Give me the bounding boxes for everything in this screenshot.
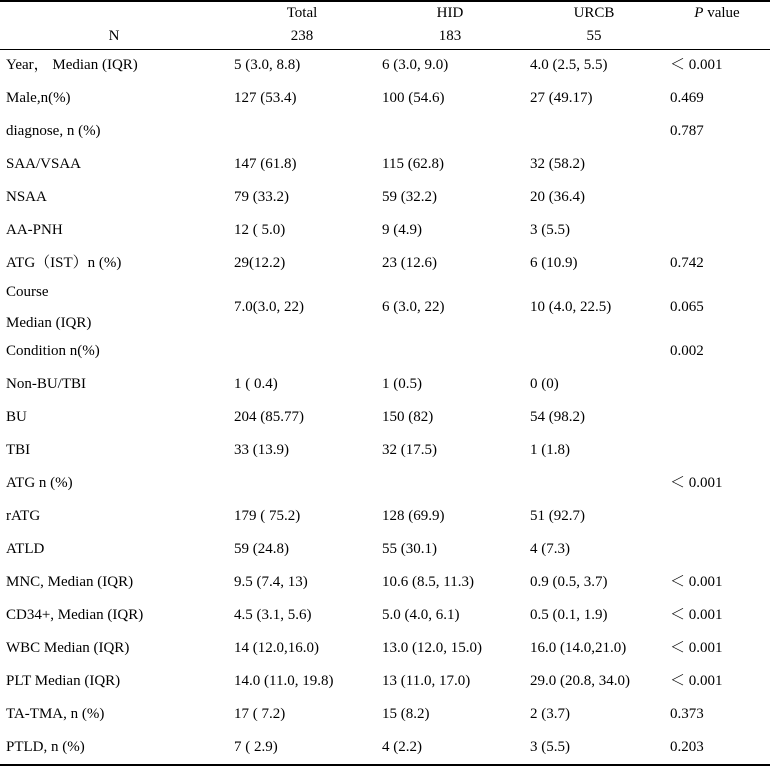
row-label: PLT Median (IQR) bbox=[6, 672, 121, 689]
table-row bbox=[0, 434, 770, 467]
row-hid: 4 (2.2) bbox=[376, 731, 524, 765]
row-pvalue: 0.065 bbox=[670, 299, 704, 316]
row-urcb: 20 (36.4) bbox=[530, 189, 585, 206]
row-hid: 13.0 (12.0, 15.0) bbox=[382, 639, 482, 656]
column-header-pvalue bbox=[664, 1, 770, 25]
row-urcb: 51 (92.7) bbox=[530, 507, 585, 524]
row-pvalue bbox=[664, 368, 770, 401]
table-row bbox=[0, 116, 770, 149]
row-urcb: 10 (4.0, 22.5) bbox=[530, 299, 612, 316]
row-urcb: 16.0 (14.0,21.0) bbox=[530, 639, 627, 656]
row-hid bbox=[376, 116, 524, 149]
row-total: 127 (53.4) bbox=[234, 90, 297, 107]
row-total: 7 ( 2.9) bbox=[228, 731, 376, 765]
row-total: 33 (13.9) bbox=[234, 441, 289, 458]
table-row bbox=[0, 731, 770, 765]
row-pvalue bbox=[664, 434, 770, 467]
table-row bbox=[0, 698, 770, 731]
row-urcb: 32 (58.2) bbox=[530, 156, 585, 173]
row-urcb: 4.0 (2.5, 5.5) bbox=[530, 57, 608, 74]
row-hid: 13 (11.0, 17.0) bbox=[382, 672, 471, 689]
n-row-pvalue bbox=[664, 25, 770, 49]
table-row bbox=[0, 281, 770, 336]
row-urcb bbox=[524, 335, 664, 368]
row-hid: 59 (32.2) bbox=[382, 189, 437, 206]
row-urcb bbox=[524, 116, 664, 149]
row-pvalue: ＜ 0.001 bbox=[670, 573, 723, 590]
row-label: SAA/VSAA bbox=[6, 156, 82, 173]
row-pvalue: 0.742 bbox=[670, 255, 704, 272]
row-hid: 6 (3.0, 9.0) bbox=[382, 57, 449, 74]
row-label: Year， Median (IQR) bbox=[6, 57, 138, 74]
row-hid: 128 (69.9) bbox=[382, 507, 445, 524]
table-row bbox=[0, 632, 770, 665]
row-label: NSAA bbox=[6, 189, 47, 206]
table-row bbox=[0, 500, 770, 533]
row-pvalue bbox=[664, 215, 770, 248]
row-total: 59 (24.8) bbox=[234, 540, 289, 557]
row-total: 204 (85.77) bbox=[234, 408, 304, 425]
row-hid: 1 (0.5) bbox=[382, 375, 422, 392]
row-total: 12 ( 5.0) bbox=[234, 222, 286, 239]
row-hid: 55 (30.1) bbox=[382, 540, 437, 557]
row-urcb: 6 (10.9) bbox=[530, 255, 578, 272]
row-urcb: 0 (0) bbox=[530, 375, 559, 392]
row-label-line1: Course bbox=[6, 283, 49, 300]
row-total: 79 (33.2) bbox=[234, 189, 289, 206]
row-urcb: 0.5 (0.1, 1.9) bbox=[530, 606, 608, 623]
row-label: ATG n (%) bbox=[6, 474, 73, 491]
row-pvalue: ＜ 0.001 bbox=[670, 639, 723, 656]
row-pvalue: ＜ 0.001 bbox=[670, 606, 723, 623]
row-hid: 9 (4.9) bbox=[382, 222, 422, 239]
table-row bbox=[0, 566, 770, 599]
column-header-total: Total bbox=[228, 1, 376, 25]
row-label: diagnose, n (%) bbox=[6, 123, 101, 140]
row-label: TBI bbox=[6, 441, 31, 458]
row-pvalue bbox=[664, 182, 770, 215]
row-urcb: 54 (98.2) bbox=[530, 408, 585, 425]
row-total: 29(12.2) bbox=[234, 255, 286, 272]
row-urcb: 27 (49.17) bbox=[530, 90, 593, 107]
table-row bbox=[0, 665, 770, 698]
row-label: Male,n(%) bbox=[6, 90, 71, 107]
n-row-label: N bbox=[0, 25, 228, 49]
row-hid: 5.0 (4.0, 6.1) bbox=[382, 606, 460, 623]
row-label: rATG bbox=[6, 507, 41, 524]
header-row bbox=[0, 1, 770, 25]
column-header-urcb: URCB bbox=[524, 1, 664, 25]
n-row-urcb: 55 bbox=[524, 25, 664, 49]
pvalue-italic-p: P bbox=[694, 5, 704, 21]
table-row bbox=[0, 533, 770, 566]
row-urcb: 4 (7.3) bbox=[530, 540, 570, 557]
row-hid: 6 (3.0, 22) bbox=[382, 299, 445, 316]
row-hid: 115 (62.8) bbox=[382, 156, 444, 173]
row-label bbox=[0, 281, 228, 336]
row-pvalue: 0.203 bbox=[664, 731, 770, 765]
row-pvalue: 0.469 bbox=[670, 90, 704, 107]
row-label: TA-TMA, n (%) bbox=[6, 705, 105, 722]
row-pvalue: ＜ 0.001 bbox=[670, 672, 723, 689]
table-row bbox=[0, 467, 770, 500]
table-row bbox=[0, 83, 770, 116]
table-body bbox=[0, 49, 770, 765]
row-pvalue bbox=[664, 149, 770, 182]
row-total bbox=[228, 467, 376, 500]
row-label: CD34+, Median (IQR) bbox=[6, 606, 144, 623]
row-total: 179 ( 75.2) bbox=[234, 507, 301, 524]
row-pvalue: ＜ 0.001 bbox=[670, 57, 723, 74]
column-header-hid: HID bbox=[376, 1, 524, 25]
row-total: 14.0 (11.0, 19.8) bbox=[234, 672, 334, 689]
row-label: BU bbox=[6, 408, 27, 425]
table-header bbox=[0, 1, 770, 49]
row-total: 5 (3.0, 8.8) bbox=[234, 57, 301, 74]
row-pvalue: 0.373 bbox=[670, 705, 704, 722]
row-total: 4.5 (3.1, 5.6) bbox=[234, 606, 312, 623]
n-row-hid: 183 bbox=[376, 25, 524, 49]
row-total: 9.5 (7.4, 13) bbox=[234, 573, 308, 590]
row-hid: 15 (8.2) bbox=[382, 705, 430, 722]
row-hid bbox=[376, 335, 524, 368]
row-label: ATLD bbox=[6, 540, 45, 557]
row-hid: 150 (82) bbox=[382, 408, 434, 425]
row-total bbox=[228, 335, 376, 368]
row-label: Non-BU/TBI bbox=[6, 375, 86, 392]
row-urcb: 29.0 (20.8, 34.0) bbox=[530, 672, 630, 689]
row-urcb: 1 (1.8) bbox=[530, 441, 570, 458]
row-label-line2: Median (IQR) bbox=[6, 314, 92, 331]
row-total: 14 (12.0,16.0) bbox=[234, 639, 319, 656]
table-row bbox=[0, 599, 770, 632]
column-header-label bbox=[0, 1, 228, 25]
table-row bbox=[0, 401, 770, 434]
n-row-total: 238 bbox=[228, 25, 376, 49]
row-urcb: 2 (3.7) bbox=[530, 705, 570, 722]
table-row bbox=[0, 182, 770, 215]
row-urcb: 3 (5.5) bbox=[530, 222, 570, 239]
row-label: Condition n(%) bbox=[6, 342, 100, 359]
table-row bbox=[0, 368, 770, 401]
row-urcb: 0.9 (0.5, 3.7) bbox=[530, 573, 608, 590]
row-total bbox=[228, 116, 376, 149]
row-pvalue bbox=[664, 533, 770, 566]
row-label: MNC, Median (IQR) bbox=[6, 573, 134, 590]
row-label: WBC Median (IQR) bbox=[6, 639, 130, 656]
row-pvalue: 0.787 bbox=[670, 123, 704, 140]
row-pvalue bbox=[664, 401, 770, 434]
row-urcb bbox=[524, 467, 664, 500]
table-row bbox=[0, 215, 770, 248]
n-row bbox=[0, 25, 770, 49]
row-total: 17 ( 7.2) bbox=[234, 705, 286, 722]
row-label: AA-PNH bbox=[6, 222, 63, 239]
row-pvalue bbox=[664, 500, 770, 533]
row-hid: 10.6 (8.5, 11.3) bbox=[382, 573, 474, 590]
table-row bbox=[0, 149, 770, 182]
row-hid: 32 (17.5) bbox=[382, 441, 437, 458]
table-row bbox=[0, 248, 770, 281]
row-hid: 23 (12.6) bbox=[382, 255, 437, 272]
row-pvalue: ＜ 0.001 bbox=[670, 474, 723, 491]
row-pvalue: 0.002 bbox=[670, 342, 704, 359]
row-total: 147 (61.8) bbox=[234, 156, 297, 173]
pvalue-rest: value bbox=[703, 5, 740, 21]
row-label: PTLD, n (%) bbox=[0, 731, 228, 765]
row-hid: 100 (54.6) bbox=[382, 90, 445, 107]
row-urcb: 3 (5.5) bbox=[524, 731, 664, 765]
table-row bbox=[0, 335, 770, 368]
row-total: 1 ( 0.4) bbox=[234, 375, 278, 392]
table-row bbox=[0, 49, 770, 83]
row-label: ATG（IST）n (%) bbox=[6, 255, 122, 272]
row-total: 7.0(3.0, 22) bbox=[234, 299, 304, 316]
row-hid bbox=[376, 467, 524, 500]
